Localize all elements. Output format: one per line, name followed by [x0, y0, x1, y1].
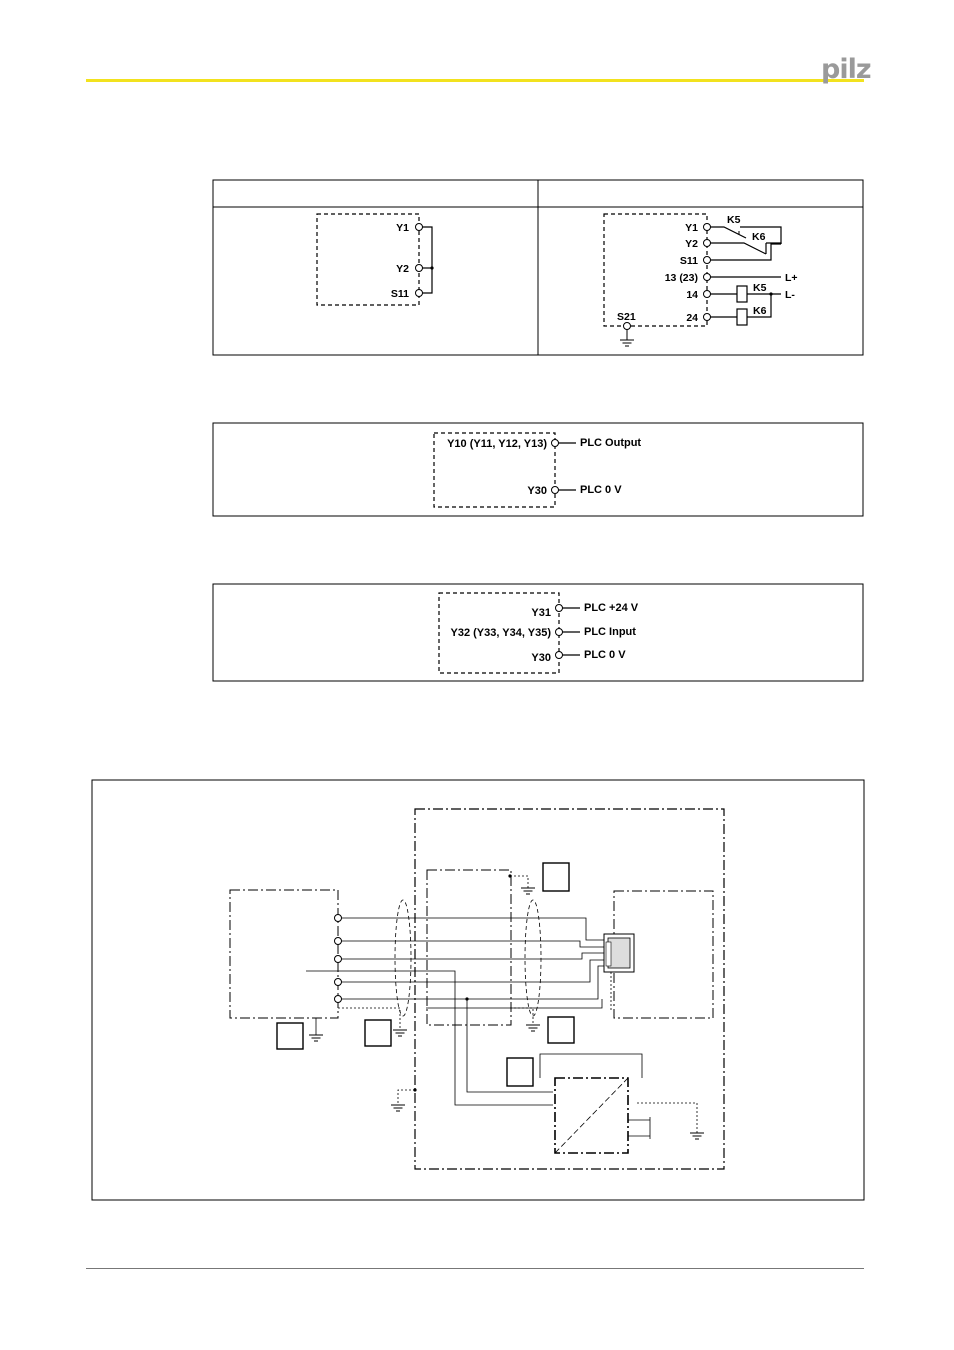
terminal-label: S21 [617, 311, 636, 323]
terminal-label: 24 [686, 312, 698, 324]
contact-label: K6 [752, 231, 766, 243]
terminal-label: Y30 [527, 485, 547, 497]
contact-label: K5 [727, 214, 741, 226]
coil-label: K6 [753, 305, 767, 317]
pilz-logo: pilz [821, 54, 871, 85]
terminal-label: Y1 [685, 222, 698, 234]
signal-label: PLC Input [584, 626, 636, 638]
figure4-interface-wiring [92, 780, 864, 1200]
terminal-label: 13 (23) [664, 272, 698, 284]
terminal-label: Y1 [396, 222, 409, 234]
figure1-left-circuit [317, 214, 434, 305]
signal-label: PLC Output [580, 437, 642, 449]
signal-label: PLC 0 V [584, 649, 626, 661]
footer-line [86, 1268, 864, 1269]
figure1-table [213, 180, 863, 355]
terminal-label: Y30 [531, 652, 551, 664]
supply-label: L+ [785, 272, 798, 284]
terminal-label: S11 [679, 255, 698, 267]
terminal-label: Y2 [685, 238, 698, 250]
signal-label: PLC +24 V [584, 602, 639, 614]
coil-label: K5 [753, 282, 767, 294]
terminal-label: Y31 [531, 607, 551, 619]
figure2-circuit [213, 423, 863, 516]
figure3-circuit [213, 584, 863, 681]
supply-label: L- [785, 289, 795, 301]
terminal-label: Y10 (Y11, Y12, Y13) [447, 438, 547, 450]
terminal-label: 14 [686, 289, 698, 301]
figure1-right-circuit [604, 214, 798, 346]
terminal-label: Y2 [396, 263, 409, 275]
terminal-label: S11 [390, 288, 409, 300]
signal-label: PLC 0 V [580, 484, 622, 496]
terminal-label: Y32 (Y33, Y34, Y35) [450, 627, 551, 639]
